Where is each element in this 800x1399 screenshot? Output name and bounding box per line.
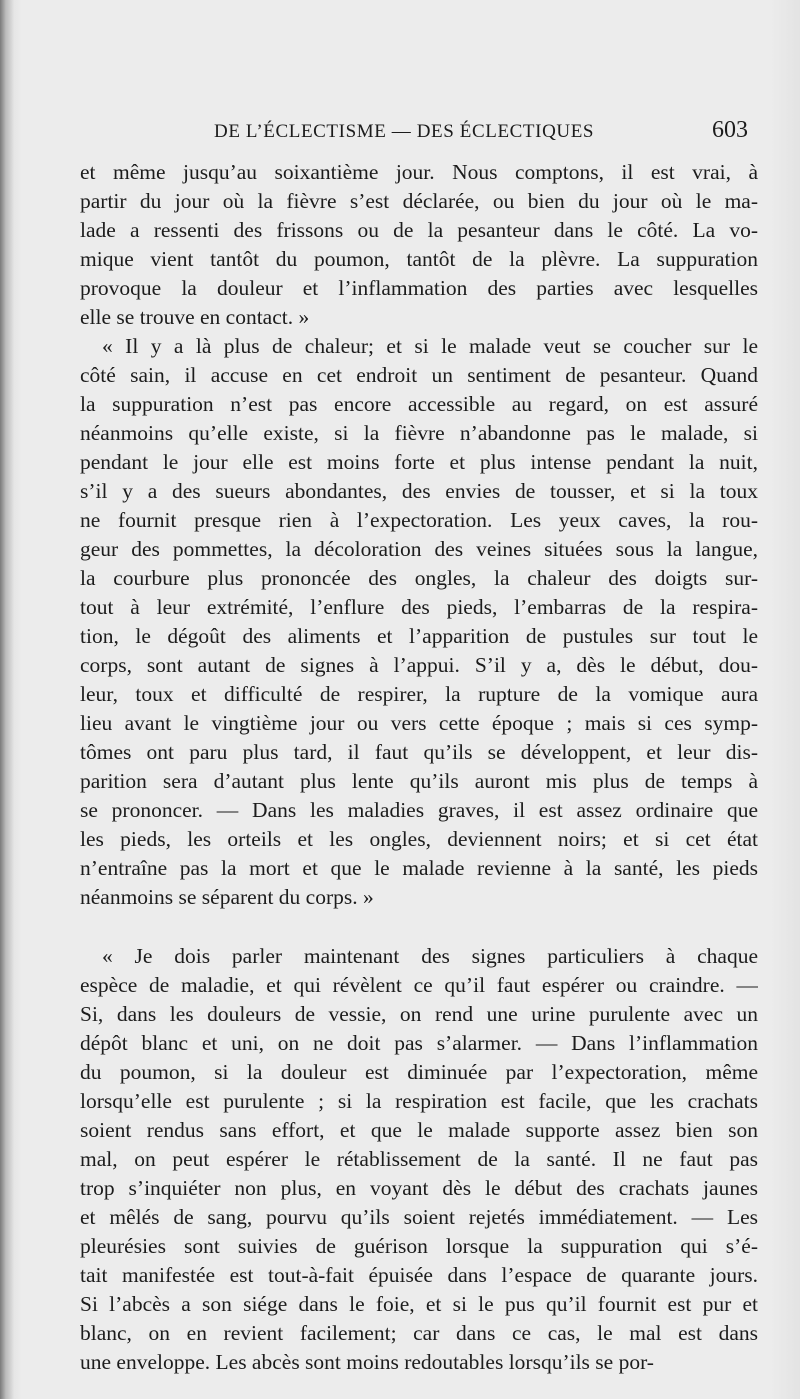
text-line: Si, dans les douleurs de vessie, on rend une urine purulente avec un xyxy=(80,1002,758,1026)
text-line: et mêlés de sang, pourvu qu’ils soient rejetés immédiatement. — Les xyxy=(80,1205,758,1229)
text-line: leur, toux et difficulté de respirer, la rupture de la vomique aura xyxy=(80,682,758,706)
page-header xyxy=(214,117,754,149)
text-line: côté sain, il accuse en cet endroit un sentiment de pesanteur. Quand xyxy=(80,363,758,387)
text-line: « Je dois parler maintenant des signes particuliers à chaque xyxy=(102,944,758,968)
text-line: geur des pommettes, la décoloration des veines situées sous la langue, xyxy=(80,537,758,561)
text-line: tômes ont paru plus tard, il faut qu’ils se développent, et leur dis- xyxy=(80,740,758,764)
text-line: lade a ressenti des frissons ou de la pesanteur dans le côté. La vo- xyxy=(80,218,758,242)
text-line: se prononcer. — Dans les maladies graves, il est assez ordinaire que xyxy=(80,798,758,822)
text-line: espèce de maladie, et qui révèlent ce qu’il faut espérer ou craindre. — xyxy=(80,973,758,997)
text-line: dépôt blanc et uni, on ne doit pas s’alarmer. — Dans l’inflammation xyxy=(80,1031,758,1055)
body-text xyxy=(80,158,758,1377)
text-line: corps, sont autant de signes à l’appui. S’il y a, dès le début, dou- xyxy=(80,653,758,677)
text-line: trop s’inquiéter non plus, en voyant dès le début des crachats jaunes xyxy=(80,1176,758,1200)
text-line: s’il y a des sueurs abondantes, des envies de tousser, et si la toux xyxy=(80,479,758,503)
text-line: soient rendus sans effort, et que le malade supporte assez bien son xyxy=(80,1118,758,1142)
running-head: DE L’ÉCLECTISME — DES ÉCLECTIQUES xyxy=(214,121,595,142)
text-line: la suppuration n’est pas encore accessible au regard, on est assuré xyxy=(80,392,758,416)
text-line: tout à leur extrémité, l’enflure des pieds, l’embarras de la respira- xyxy=(80,595,758,619)
text-line: une enveloppe. Les abcès sont moins redoutables lorsqu’ils se por- xyxy=(80,1350,654,1374)
text-line: « Il y a là plus de chaleur; et si le malade veut se coucher sur le xyxy=(102,334,758,358)
text-line: et même jusqu’au soixantième jour. Nous comptons, il est vrai, à xyxy=(80,160,758,184)
text-line: pendant le jour elle est moins forte et plus intense pendant la nuit, xyxy=(80,450,758,474)
text-line: Si l’abcès a son siége dans le foie, et si le pus qu’il fournit est pur et xyxy=(80,1292,758,1316)
page-number: 603 xyxy=(712,117,748,143)
text-line: n’entraîne pas la mort et que le malade revienne à la santé, les pieds xyxy=(80,856,758,880)
binding-shadow xyxy=(0,0,14,1399)
text-line: mal, on peut espérer le rétablissement de la santé. Il ne faut pas xyxy=(80,1147,758,1171)
text-line: lorsqu’elle est purulente ; si la respiration est facile, que les crachats xyxy=(80,1089,758,1113)
text-line: la courbure plus prononcée des ongles, la chaleur des doigts sur- xyxy=(80,566,758,590)
paragraph-gap xyxy=(80,912,758,942)
text-line: lieu avant le vingtième jour ou vers cette époque ; mais si ces symp- xyxy=(80,711,758,735)
text-line: mique vient tantôt du poumon, tantôt de la plèvre. La suppuration xyxy=(80,247,758,271)
text-line: néanmoins se séparent du corps. » xyxy=(80,885,374,909)
text-line: du poumon, si la douleur est diminuée par l’expectoration, même xyxy=(80,1060,758,1084)
text-line: tait manifestée est tout-à-fait épuisée dans l’espace de quarante jours. xyxy=(80,1263,758,1287)
text-line: partir du jour où la fièvre s’est déclarée, ou bien du jour où le ma- xyxy=(80,189,758,213)
text-line: tion, le dégoût des aliments et l’apparition de pustules sur tout le xyxy=(80,624,758,648)
text-line: les pieds, les orteils et les ongles, deviennent noirs; et si cet état xyxy=(80,827,758,851)
text-line: néanmoins qu’elle existe, si la fièvre n’abandonne pas le malade, si xyxy=(80,421,758,445)
text-line: pleurésies sont suivies de guérison lorsque la suppuration qui s’é- xyxy=(80,1234,758,1258)
text-line: parition sera d’autant plus lente qu’ils auront mis plus de temps à xyxy=(80,769,758,793)
text-line: ne fournit presque rien à l’expectoration. Les yeux caves, la rou- xyxy=(80,508,758,532)
text-line: elle se trouve en contact. » xyxy=(80,305,310,329)
text-line: provoque la douleur et l’inflammation des parties avec lesquelles xyxy=(80,276,758,300)
text-line: blanc, on en revient facilement; car dans ce cas, le mal est dans xyxy=(80,1321,758,1345)
